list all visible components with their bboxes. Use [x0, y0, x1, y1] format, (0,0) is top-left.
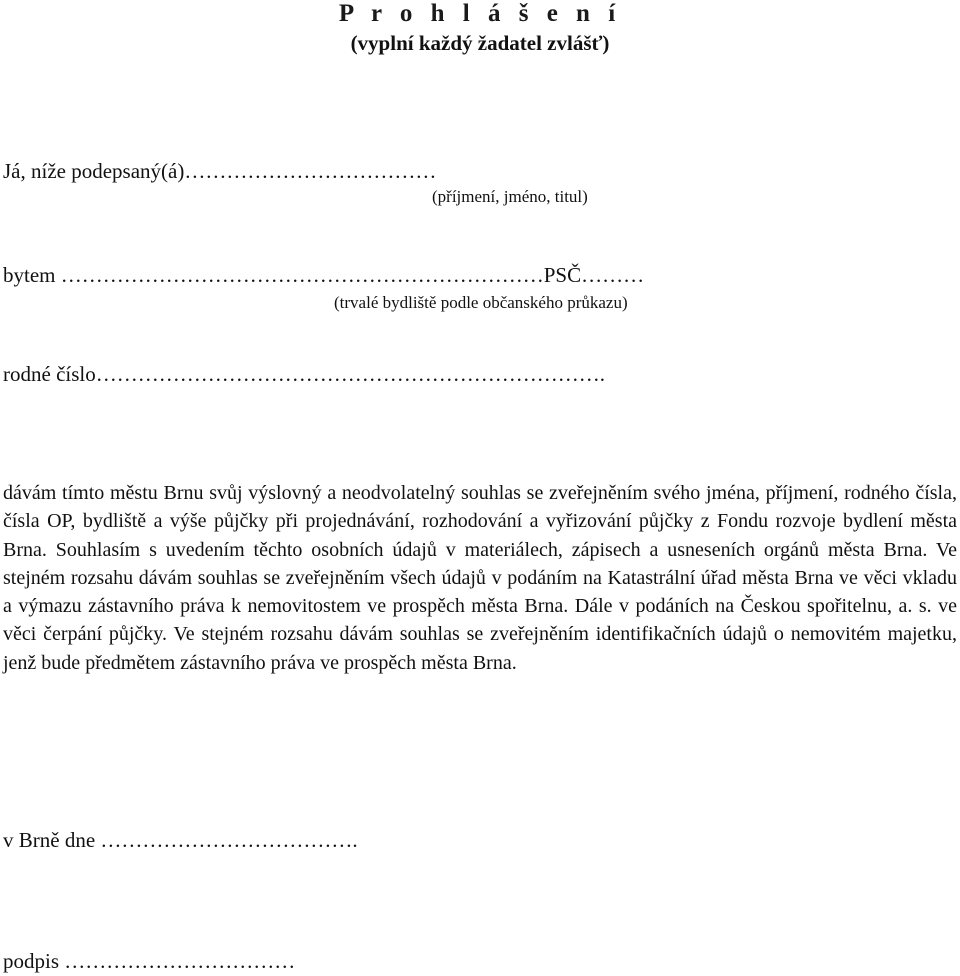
birth-number-line: rodné číslo………………………………………………………………. [3, 362, 605, 386]
name-hint: (příjmení, jméno, titul) [432, 187, 588, 206]
signature-line: podpis …………………………… [3, 949, 296, 973]
document-subtitle: (vyplní každý žadatel zvlášť) [350, 31, 610, 55]
document-title: P r o h l á š e n í [338, 0, 622, 27]
address-hint: (trvalé bydliště podle občanského průkazu) [334, 293, 628, 312]
consent-paragraph: dávám tímto městu Brnu svůj výslovný a neodvolatelný souhlas se zveřejněním svého jména, příjmení, rodného čísla, čísla OP, bydliště a výše půjčky při projednávání, rozhodování a vyřizování půjčky z Fondu rozvoje bydlení města Brna. Souhlasím s uvedením těchto osobních údajů v materiálech, zápisech a usneseních orgánů města Brna. Ve stejném rozsahu dávám souhlas se zveřejněním všech údajů v podáním na Katastrální úřad města Brna ve věci vkladu a výmazu zástavního práva k nemovitostem ve prospěch města Brna. Dále v podáních na Českou spořitelnu, a. s. ve věci čerpání půjčky. Ve stejném rozsahu dávám souhlas se zveřejněním identifikačních údajů o nemovitém majetku, jenž bude předmětem zástavního práva ve prospěch města Brna. [3, 482, 957, 674]
address-line: bytem ……………………………………………………………PSČ……… [3, 263, 645, 287]
name-line: Já, níže podepsaný(á)……………………………… [3, 159, 437, 183]
date-line: v Brně dne ………………………………. [3, 828, 358, 852]
